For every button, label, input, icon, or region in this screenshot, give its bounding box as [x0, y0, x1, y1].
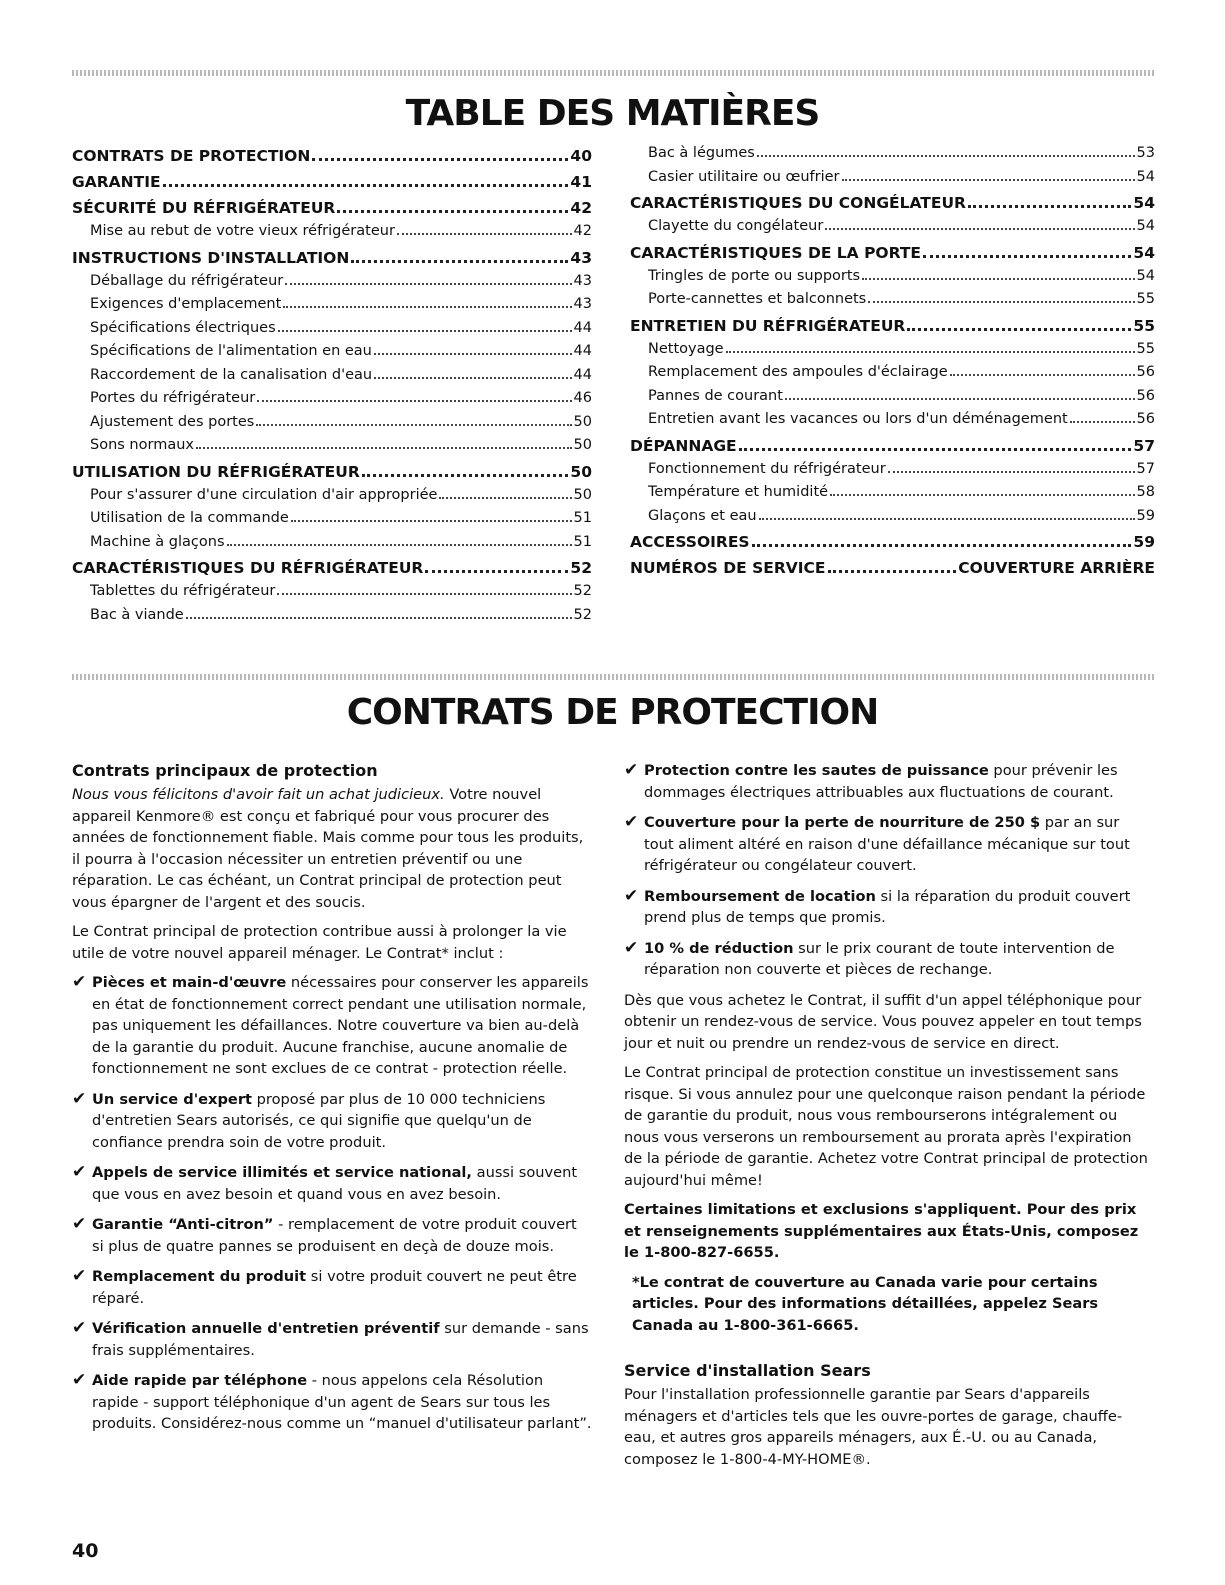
- toc-entry-label: ACCESSOIRES: [630, 533, 750, 551]
- benefit-title: Garantie “Anti-citron”: [92, 1216, 274, 1233]
- toc-entry-page: 57: [1136, 460, 1155, 477]
- toc-entry-page: 43: [570, 248, 592, 267]
- toc-entry-page: 51: [573, 510, 592, 526]
- toc-entry-page: 57: [1133, 436, 1155, 455]
- toc-subsection-entry: [72, 437, 592, 461]
- toc-dot-leader: [842, 179, 1135, 181]
- checkmark-icon: ✔: [72, 1088, 87, 1109]
- benefit-description: par an sur tout aliment altéré en raison d'une défaillance mécanique sur tout réfrigérateur ou congélateur couvert.: [644, 814, 1130, 874]
- toc-dot-leader: [726, 351, 1135, 353]
- toc-subsection-entry: [630, 218, 1155, 242]
- toc-entry-page: 56: [1136, 364, 1155, 380]
- toc-subsection-entry: [72, 487, 592, 511]
- toc-dot-leader: [257, 400, 571, 402]
- toc-entry-label: Porte-cannettes et balconnets: [648, 291, 867, 307]
- toc-dot-leader: [739, 448, 1132, 451]
- toc-dot-leader: [312, 158, 568, 161]
- toc-entry-label: Spécifications de l'alimentation en eau: [90, 343, 372, 359]
- toc-entry-label: NUMÉROS DE SERVICE: [630, 559, 826, 577]
- toc-dot-leader: [888, 471, 1135, 473]
- benefit-title: Pièces et main-d'œuvre: [92, 974, 287, 991]
- toc-subsection-entry: [72, 367, 592, 391]
- toc-entry-page: 43: [573, 296, 592, 312]
- toc-section-entry: [72, 461, 592, 487]
- toc-section-entry: [630, 435, 1155, 461]
- toc-entry-page: 52: [573, 606, 592, 623]
- toc-dot-leader: [828, 570, 957, 573]
- toc-section-entry: [72, 197, 592, 223]
- toc-entry-page: 41: [570, 173, 592, 191]
- benefit-item: [624, 886, 1152, 929]
- benefit-title: Couverture pour la perte de nourriture de 250 $: [644, 814, 1041, 831]
- benefit-title: Aide rapide par téléphone: [92, 1372, 308, 1389]
- toc-subsection-entry: [630, 145, 1155, 169]
- toc-entry-label: Glaçons et eau: [648, 507, 757, 524]
- toc-dot-leader: [277, 593, 571, 595]
- toc-dot-leader: [285, 283, 571, 285]
- toc-section-entry: [72, 145, 592, 171]
- toc-subsection-entry: [72, 607, 592, 631]
- toc-subsection-entry: [72, 583, 592, 607]
- toc-dot-leader: [374, 353, 572, 355]
- toc-dot-leader: [868, 301, 1134, 303]
- benefit-title: Remplacement du produit: [92, 1268, 307, 1285]
- toc-dot-leader: [825, 228, 1134, 230]
- installation-paragraph: Pour l'installation professionnelle garantie par Sears d'appareils ménagers et d'articles tels que les ouvre-portes de garage, chauffe-eau, et autres gros appareils ménagers, aux É.-U. ou au Canada, composez le 1-800-4-MY-HOME®.: [624, 1386, 1123, 1468]
- toc-entry-page: 44: [573, 343, 592, 359]
- toc-subsection-entry: [630, 411, 1155, 435]
- toc-subsection-entry: [72, 296, 592, 320]
- benefit-description: - remplacement de votre produit couvert si plus de quatre pannes se produisent en deçà de douze mois.: [92, 1216, 577, 1255]
- toc-entry-label: Clayette du congélateur: [648, 218, 824, 234]
- benefit-title: Vérification annuelle d'entretien préventif: [92, 1320, 440, 1337]
- toc-entry-label: INSTRUCTIONS D'INSTALLATION: [72, 248, 350, 267]
- toc-dot-leader: [163, 184, 569, 187]
- toc-subsection-entry: [72, 534, 592, 558]
- right-benefits-list: [624, 760, 1152, 981]
- toc-dot-leader: [337, 210, 568, 213]
- toc-entry-label: Portes du réfrigérateur: [90, 390, 256, 406]
- toc-dot-leader: [351, 260, 568, 263]
- toc-dot-leader: [283, 306, 571, 308]
- toc-entry-page: 46: [573, 390, 592, 406]
- benefit-item: [624, 760, 1152, 803]
- toc-entry-label: CARACTÉRISTIQUES DU CONGÉLATEUR: [630, 194, 966, 212]
- toc-section-entry: [630, 242, 1155, 268]
- benefit-item: [72, 1089, 592, 1154]
- toc-subsection-entry: [72, 273, 592, 297]
- toc-dot-leader: [362, 474, 569, 477]
- checkmark-icon: ✔: [624, 885, 639, 906]
- toc-dot-leader: [759, 518, 1135, 520]
- toc-entry-label: Ajustement des portes: [90, 413, 255, 430]
- toc-subsection-entry: [630, 291, 1155, 315]
- toc-subsection-entry: [72, 223, 592, 247]
- toc-entry-label: Casier utilitaire ou œufrier: [648, 168, 840, 185]
- toc-entry-label: Fonctionnement du réfrigérateur: [648, 460, 886, 477]
- toc-entry-label: CARACTÉRISTIQUES DU RÉFRIGÉRATEUR: [72, 559, 424, 577]
- toc-entry-page: 43: [573, 272, 592, 289]
- toc-entry-page: 40: [570, 147, 592, 165]
- toc-subsection-entry: [630, 364, 1155, 388]
- toc-section-entry: [72, 171, 592, 197]
- toc-entry-page: 50: [573, 413, 592, 430]
- toc-entry-page: 59: [1133, 533, 1155, 551]
- benefit-item: [72, 1318, 592, 1361]
- toc-entry-page: 56: [1136, 411, 1155, 427]
- toc-dot-leader: [1070, 421, 1135, 423]
- toc-dot-leader: [425, 570, 568, 573]
- toc-entry-page: 51: [573, 533, 592, 550]
- toc-dot-leader: [196, 447, 572, 449]
- toc-section-entry: [630, 557, 1155, 583]
- toc-entry-label: Mise au rebut de votre vieux réfrigérateur: [90, 223, 395, 239]
- toc-entry-page: 50: [573, 437, 592, 453]
- toc-subsection-entry: [630, 484, 1155, 508]
- toc-entry-page: 56: [1136, 387, 1155, 404]
- toc-entry-page: 54: [1133, 194, 1155, 212]
- toc-dot-leader: [830, 494, 1135, 496]
- toc-entry-label: UTILISATION DU RÉFRIGÉRATEUR: [72, 462, 360, 481]
- benefit-title: Remboursement de location: [644, 887, 876, 905]
- toc-entry-page: 55: [1136, 340, 1155, 357]
- benefit-description: - nous appelons cela Résolution rapide - support téléphonique d'un agent de Sears sur tous les produits. Considérez-nous comme un “manuel d'utilisateur parlant”.: [92, 1372, 592, 1432]
- limitations-note: Certaines limitations et exclusions s'appliquent. Pour des prix et renseignements supplémentaires aux États-Unis, composez le 1-800-827-6655.: [624, 1201, 1139, 1261]
- toc-subsection-entry: [630, 341, 1155, 365]
- benefit-title: 10 % de réduction: [644, 939, 794, 957]
- benefit-title: Protection contre les sautes de puissance: [644, 762, 989, 779]
- toc-entry-page: 42: [573, 223, 592, 239]
- toc-entry-label: Exigences d'emplacement: [90, 296, 282, 312]
- benefit-item: [72, 1162, 592, 1205]
- benefit-description: sur le prix courant de toute intervention de réparation non couverte et pièces de rechange.: [644, 939, 1115, 978]
- toc-entry-page: 54: [1136, 168, 1155, 185]
- toc-entry-page: 50: [570, 462, 592, 481]
- toc-entry-label: SÉCURITÉ DU RÉFRIGÉRATEUR: [72, 199, 336, 217]
- toc-right-column: [630, 145, 1155, 583]
- benefit-title: Appels de service illimités et service national,: [92, 1164, 472, 1181]
- contracts-left-column: [72, 760, 592, 1444]
- toc-subsection-entry: [72, 414, 592, 438]
- toc-entry-label: Nettoyage: [648, 340, 724, 357]
- intro-italic: Nous vous félicitons d'avoir fait un achat judicieux.: [72, 786, 445, 803]
- toc-entry-page: 52: [573, 583, 592, 599]
- toc-title: TABLE DES MATIÈRES: [405, 93, 820, 134]
- checkmark-icon: ✔: [72, 1214, 87, 1234]
- toc-entry-label: CONTRATS DE PROTECTION: [72, 147, 311, 165]
- toc-entry-label: Tablettes du réfrigérateur: [90, 583, 276, 599]
- benefit-description: si la réparation du produit couvert prend plus de temps que promis.: [644, 887, 1131, 926]
- toc-entry-page: 54: [1133, 243, 1155, 262]
- checkmark-icon: ✔: [72, 1266, 87, 1286]
- toc-subsection-entry: [630, 461, 1155, 485]
- toc-entry-label: Pour s'assurer d'une circulation d'air appropriée: [90, 486, 438, 503]
- appointment-paragraph: Dès que vous achetez le Contrat, il suffit d'un appel téléphonique pour obtenir un rendez-vous de service. Vous pouvez appeler en tout temps jour et nuit ou prendre un rendez-vous de service en direct.: [624, 991, 1142, 1052]
- checkmark-icon: ✔: [72, 1318, 87, 1338]
- toc-entry-label: Bac à viande: [90, 606, 184, 623]
- toc-subsection-entry: [72, 390, 592, 414]
- toc-dot-leader: [757, 155, 1135, 157]
- toc-dot-leader: [439, 497, 571, 499]
- main-contracts-heading: Contrats principaux de protection: [72, 761, 378, 780]
- toc-subsection-entry: [72, 510, 592, 534]
- benefit-title: Un service d'expert: [92, 1090, 252, 1108]
- checkmark-icon: ✔: [624, 937, 639, 958]
- toc-entry-page: 58: [1136, 484, 1155, 500]
- toc-subsection-entry: [72, 343, 592, 367]
- includes-paragraph: Le Contrat principal de protection contribue aussi à prolonger la vie utile de votre nouvel appareil ménager. Le Contrat* inclut :: [72, 923, 567, 962]
- toc-entry-label: GARANTIE: [72, 173, 161, 191]
- checkmark-icon: ✔: [72, 972, 87, 992]
- toc-entry-page: 50: [573, 486, 592, 503]
- section-divider: [72, 674, 1155, 680]
- intro-paragraph: [72, 784, 592, 913]
- intro-rest: Votre nouvel appareil Kenmore® est conçu et fabriqué pour vous procurer des années de fonctionnement fiable. Mais comme pour tous les produits, il pourra à l'occasion nécessiter un entretien préventif ou une réparation. Le cas échéant, un Contrat principal de protection peut vous épargner de l'argent et des soucis.: [72, 786, 584, 911]
- toc-dot-leader: [227, 544, 572, 546]
- benefit-description: proposé par plus de 10 000 techniciens d'entretien Sears autorisés, ce qui signifie que quelqu'un de confiance prendra soin de votre produit.: [92, 1090, 546, 1151]
- toc-subsection-entry: [630, 268, 1155, 292]
- toc-dot-leader: [397, 233, 572, 235]
- toc-entry-page: 55: [1136, 291, 1155, 307]
- toc-entry-label: Spécifications électriques: [90, 319, 276, 336]
- toc-section-entry: [630, 531, 1155, 557]
- checkmark-icon: ✔: [72, 1162, 87, 1182]
- toc-subsection-entry: [630, 388, 1155, 412]
- toc-dot-leader: [950, 374, 1135, 376]
- section-title: CONTRATS DE PROTECTION: [346, 692, 879, 733]
- toc-section-entry: [630, 192, 1155, 218]
- toc-entry-label: Bac à légumes: [648, 145, 755, 161]
- benefit-item: [72, 1370, 592, 1435]
- toc-entry-page: 54: [1136, 218, 1155, 234]
- toc-entry-label: Pannes de courant: [648, 387, 783, 404]
- benefit-item: [72, 972, 592, 1080]
- benefit-item: [72, 1266, 592, 1309]
- toc-entry-label: Raccordement de la canalisation d'eau: [90, 366, 373, 383]
- toc-subsection-entry: [630, 508, 1155, 532]
- benefit-description: si votre produit couvert ne peut être réparé.: [92, 1268, 577, 1307]
- toc-entry-label: DÉPANNAGE: [630, 436, 737, 455]
- checkmark-icon: ✔: [624, 812, 639, 832]
- toc-entry-label: Entretien avant les vacances ou lors d'un déménagement: [648, 411, 1068, 427]
- toc-entry-label: CARACTÉRISTIQUES DE LA PORTE: [630, 243, 922, 262]
- toc-entry-label: Machine à glaçons: [90, 533, 225, 550]
- toc-left-column: [72, 145, 592, 630]
- toc-entry-page: 44: [573, 366, 592, 383]
- toc-entry-page: 59: [1136, 507, 1155, 524]
- canada-note: *Le contrat de couverture au Canada varie pour certains articles. Pour des informations détaillées, appelez Sears Canada au 1-800-361-6665.: [632, 1273, 1099, 1334]
- toc-section-entry: [630, 315, 1155, 341]
- toc-section-entry: [72, 557, 592, 583]
- checkmark-icon: ✔: [624, 760, 639, 780]
- toc-entry-page: 55: [1133, 316, 1155, 335]
- toc-dot-leader: [374, 377, 571, 379]
- benefit-description: sur demande - sans frais supplémentaires.: [92, 1320, 589, 1359]
- toc-entry-label: Utilisation de la commande: [90, 510, 289, 526]
- toc-dot-leader: [907, 328, 1131, 331]
- toc-entry-page: 53: [1136, 145, 1155, 161]
- toc-entry-page: 44: [573, 319, 592, 336]
- toc-dot-leader: [291, 520, 572, 522]
- toc-dot-leader: [968, 205, 1131, 208]
- toc-entry-page: 54: [1136, 267, 1155, 284]
- page-number: 40: [72, 1540, 99, 1562]
- toc-entry-label: Sons normaux: [90, 437, 194, 453]
- toc-subsection-entry: [630, 169, 1155, 193]
- toc-entry-page: 42: [570, 199, 592, 217]
- toc-section-entry: [72, 247, 592, 273]
- toc-entry-label: Déballage du réfrigérateur: [90, 272, 284, 289]
- benefit-item: [624, 812, 1152, 877]
- toc-dot-leader: [752, 544, 1132, 547]
- toc-entry-label: Température et humidité: [648, 484, 829, 500]
- toc-entry-label: ENTRETIEN DU RÉFRIGÉRATEUR: [630, 316, 906, 335]
- toc-entry-page: 52: [570, 559, 592, 577]
- toc-dot-leader: [923, 255, 1131, 258]
- benefit-description: aussi souvent que vous en avez besoin et quand vous en avez besoin.: [92, 1164, 578, 1203]
- toc-entry-label: Tringles de porte ou supports: [648, 267, 861, 284]
- checkmark-icon: ✔: [72, 1370, 87, 1390]
- installation-heading: Service d'installation Sears: [624, 1361, 871, 1380]
- benefit-description: nécessaires pour conserver les appareils en état de fonctionnement correct pendant une utilisation normale, pas uniquement les défaillances. Notre couverture va bien au-delà de la garantie du produit. Aucune franchise, aucune anomalie de fonctionnement ne sont exclues de ce contrat - protection réelle.: [92, 974, 589, 1077]
- toc-dot-leader: [862, 278, 1134, 280]
- left-benefits-list: [72, 972, 592, 1435]
- benefit-description: pour prévenir les dommages électriques attribuables aux fluctuations de courant.: [644, 762, 1118, 801]
- toc-dot-leader: [785, 398, 1135, 400]
- toc-entry-page: COUVERTURE ARRIÈRE: [958, 559, 1155, 577]
- toc-dot-leader: [256, 424, 571, 426]
- contracts-right-column: [624, 760, 1152, 1478]
- benefit-item: [72, 1214, 592, 1257]
- toc-dot-leader: [186, 617, 572, 619]
- benefit-item: [624, 938, 1152, 981]
- toc-entry-label: Remplacement des ampoules d'éclairage: [648, 364, 948, 380]
- top-divider: [72, 70, 1155, 76]
- toc-dot-leader: [278, 330, 572, 332]
- toc-subsection-entry: [72, 320, 592, 344]
- risk-free-paragraph: Le Contrat principal de protection constitue un investissement sans risque. Si vous annulez pour une quelconque raison pendant la période de garantie du produit, nous vous rembourserons intégralement ou nous vous verserons un remboursement au prorata après l'expiration de la période de garantie. Achetez votre Contrat principal de protection aujourd'hui même!: [624, 1064, 1148, 1189]
